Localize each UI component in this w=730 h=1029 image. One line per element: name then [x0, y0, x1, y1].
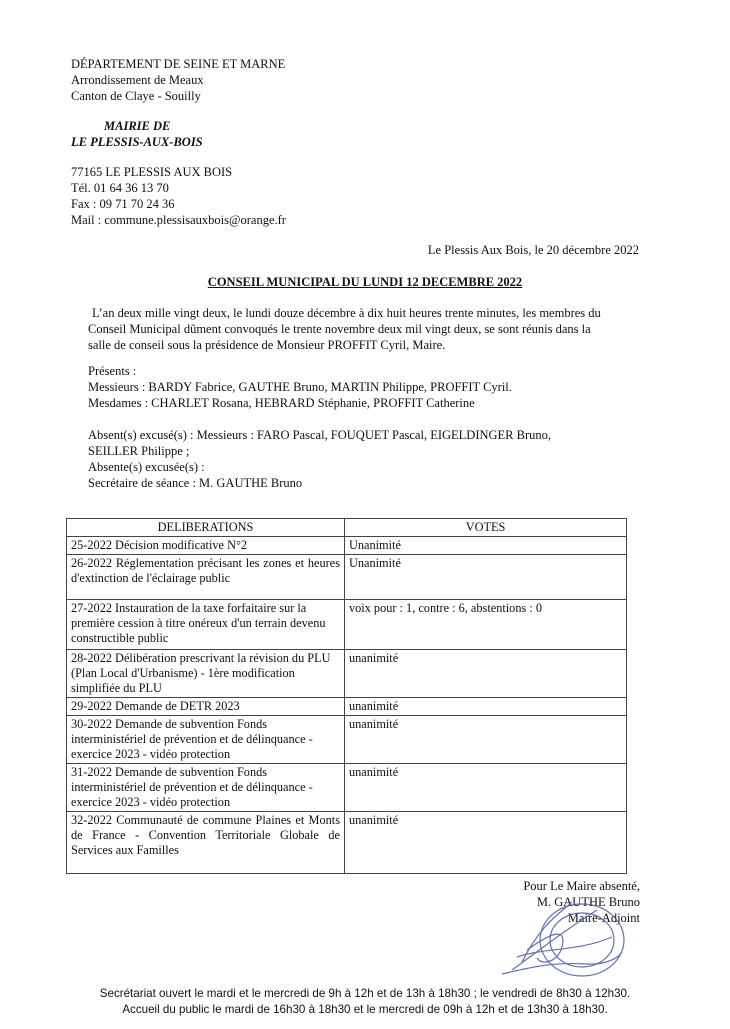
address: 77165 LE PLESSIS AUX BOIS — [71, 165, 233, 179]
document-title: CONSEIL MUNICIPAL DU LUNDI 12 DECEMBRE 2022 — [207, 275, 523, 289]
intro-line: salle de conseil sous la présidence de Monsieur PROFFIT Cyril, Maire. — [88, 338, 446, 352]
official-stamp-signature — [492, 892, 642, 982]
vote-cell: unanimité — [345, 698, 627, 716]
presents-mesdames: Mesdames : CHARLET Rosana, HEBRARD Stéphanie, PROFFIT Catherine — [88, 396, 475, 410]
deliberation-cell: 27-2022 Instauration de la taxe forfaitaire sur la première cession à titre onéreux d'un terrain devenu constructible public — [67, 600, 345, 650]
deliberations-table — [66, 518, 627, 874]
table-row — [67, 698, 627, 716]
vote-cell: voix pour : 1, contre : 6, abstentions : 0 — [345, 600, 627, 650]
table-row — [67, 537, 627, 555]
absents-line: Absent(s) excusé(s) : Messieurs : FARO Pascal, FOUQUET Pascal, EIGELDINGER Bruno, — [88, 428, 552, 442]
fax: Fax : 09 71 70 24 36 — [71, 197, 175, 211]
absents-line: SEILLER Philippe ; — [88, 444, 190, 458]
presents-section — [88, 363, 512, 411]
presents-messieurs: Messieurs : BARDY Fabrice, GAUTHE Bruno, MARTIN Philippe, PROFFIT Cyril. — [88, 380, 512, 394]
intro-line: Conseil Municipal dûment convoqués le trente novembre deux mil vingt deux, se sont réunis dans la — [88, 322, 591, 336]
footer-reception: Accueil du public le mardi de 16h30 à 18h30 et le mercredi de 09h à 12h et de 13h30 à 18h30. — [122, 1003, 608, 1016]
vote-cell: unanimité — [345, 716, 627, 764]
votes-header: VOTES — [345, 519, 627, 537]
table-row — [67, 650, 627, 698]
date-line: Le Plessis Aux Bois, le 20 décembre 2022 — [427, 243, 639, 257]
vote-cell: unanimité — [345, 764, 627, 812]
vote-cell: unanimité — [345, 650, 627, 698]
deliberation-cell: 30-2022 Demande de subvention Fonds interministériel de prévention et de délinquance - exercice 2023 - vidéo protection — [67, 716, 345, 764]
table-row — [67, 716, 627, 764]
deliberation-cell: 29-2022 Demande de DETR 2023 — [67, 698, 345, 716]
intro-line: L’an deux mille vingt deux, le lundi douze décembre à dix huit heures trente minutes, les membres du — [92, 306, 601, 320]
secretaire-line: Secrétaire de séance : M. GAUTHE Bruno — [88, 476, 303, 490]
absentes-line: Absente(s) excusée(s) : — [88, 460, 205, 474]
deliberation-cell: 31-2022 Demande de subvention Fonds interministériel de prévention et de délinquance - exercice 2023 - vidéo protection — [67, 764, 345, 812]
presents-label: Présents : — [88, 364, 137, 378]
table-row — [67, 600, 627, 650]
signature-title: Maire-Adjoint — [567, 911, 640, 925]
mairie-label: MAIRIE DE — [104, 119, 171, 133]
mairie-name: LE PLESSIS-AUX-BOIS — [71, 135, 203, 149]
table-row — [67, 764, 627, 812]
table-row — [67, 555, 627, 600]
deliberation-cell: 32-2022 Communauté de commune Plaines et Monts de France - Convention Territoriale Globale de Services aux Familles — [67, 812, 345, 874]
telephone: Tél. 01 64 36 13 70 — [71, 181, 169, 195]
table-row — [67, 812, 627, 874]
vote-cell: unanimité — [345, 812, 627, 874]
deliberation-cell: 26-2022 Réglementation précisant les zones et heures d'extinction de l'éclairage public — [67, 555, 345, 600]
arrondissement: Arrondissement de Meaux — [71, 73, 204, 87]
deliberation-cell: 25-2022 Décision modificative N°2 — [67, 537, 345, 555]
canton: Canton de Claye - Souilly — [71, 89, 201, 103]
vote-cell: Unanimité — [345, 537, 627, 555]
intro-paragraph — [88, 305, 648, 353]
vote-cell: Unanimité — [345, 555, 627, 600]
table-header-row — [67, 519, 627, 537]
email: Mail : commune.plessisauxbois@orange.fr — [71, 213, 286, 227]
deliberation-cell: 28-2022 Délibération prescrivant la révision du PLU (Plan Local d'Urbanisme) - 1ère modification simplifiée du PLU — [67, 650, 345, 698]
footer-hours: Secrétariat ouvert le mardi et le mercredi de 9h à 12h et de 13h à 18h30 ; le vendredi de 8h30 à 12h30. — [99, 987, 631, 1000]
departement: DÉPARTEMENT DE SEINE ET MARNE — [71, 57, 286, 71]
signature-name: M. GAUTHE Bruno — [536, 895, 640, 909]
signature-line: Pour Le Maire absenté, — [523, 879, 640, 893]
deliberations-header: DELIBERATIONS — [67, 519, 345, 537]
absents-section — [88, 427, 551, 491]
